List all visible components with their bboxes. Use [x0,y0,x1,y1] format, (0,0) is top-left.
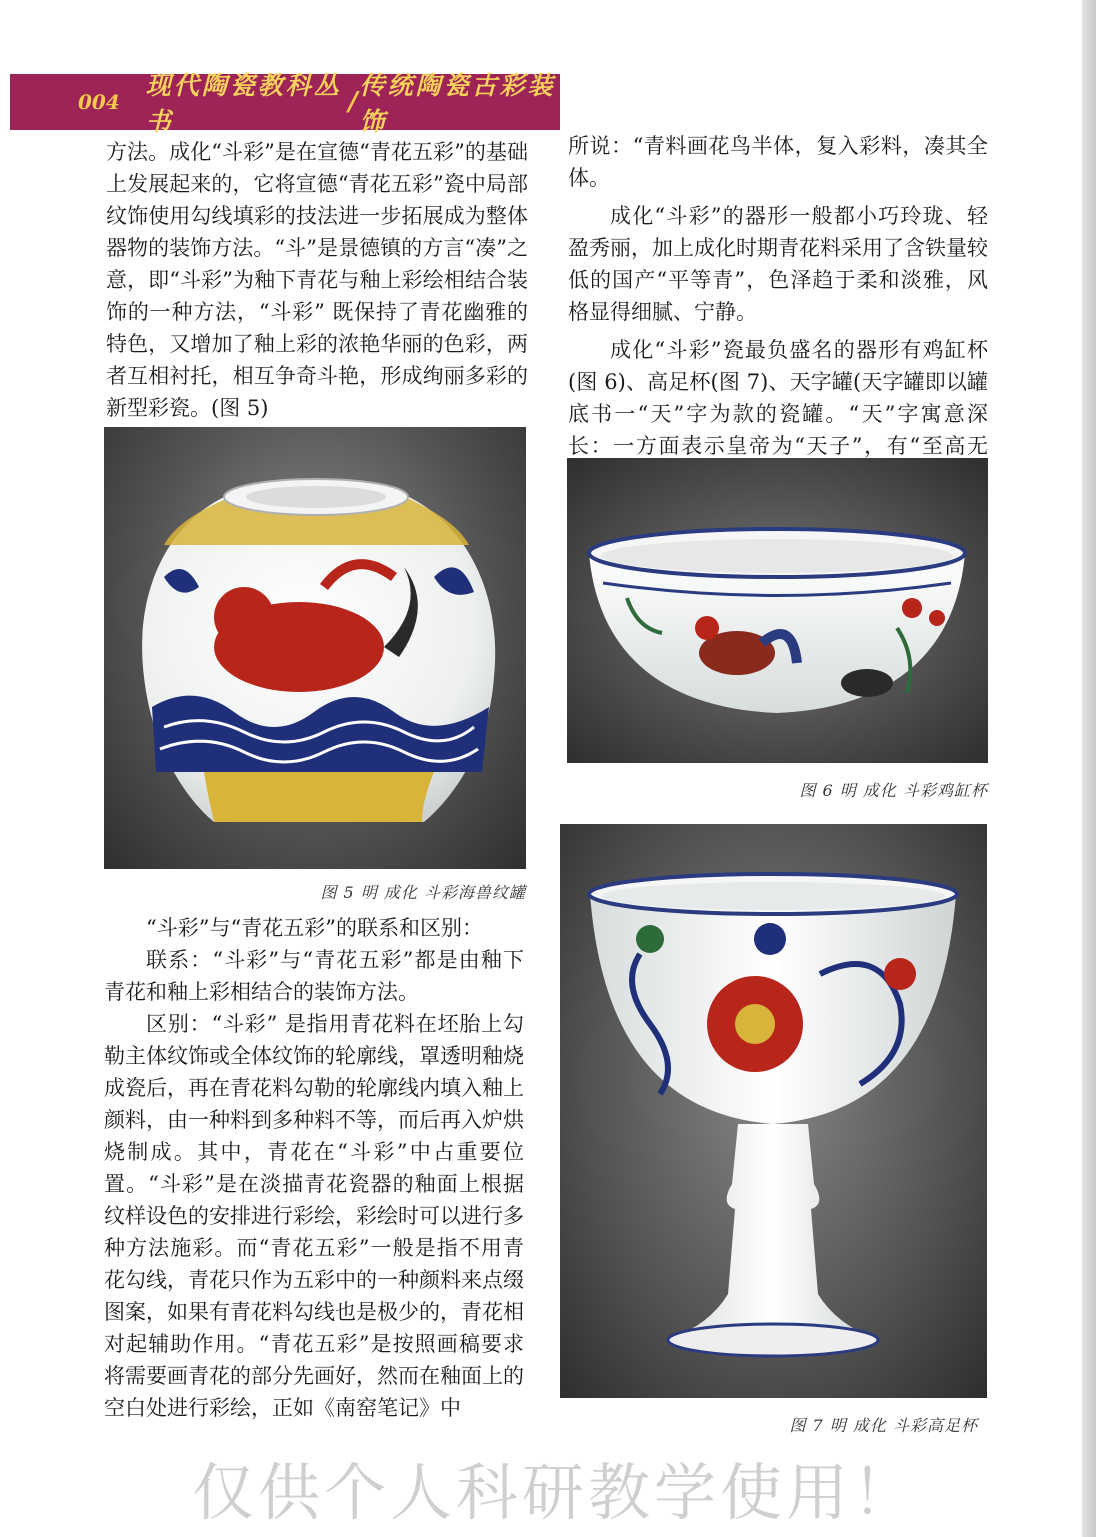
left-column-top-text [106,136,528,424]
paragraph: 成化“斗彩”的器形一般都小巧玲珑、轻盈秀丽，加上成化时期青花料采用了含铁量较低的国产“平等青”，色泽趋于柔和淡雅，风格显得细腻、宁静。 [568,204,988,324]
figure-7-caption: 图 7 明 成化 斗彩高足杯 [789,1416,978,1435]
paragraph: 联系：“斗彩”与“青花五彩”都是由釉下青花和釉上彩相结合的装饰方法。 [104,948,524,1004]
stem-cup-icon [560,824,987,1398]
sea-beast-jar-icon [104,427,526,869]
figure-6-photo [567,458,988,763]
paragraph: 所说：“青料画花鸟半体，复入彩料，凑其全体。 [568,134,988,190]
figure-5-caption: 图 5 明 成化 斗彩海兽纹罐 [320,883,526,902]
paragraph: 方法。成化“斗彩”是在宣德“青花五彩”的基础上发展起来的，它将宣德“青花五彩”瓷中局部纹饰使用勾线填彩的技法进一步拓展成为整体器物的装饰方法。“斗”是景德镇的方言“凑”之意，即“斗彩”为釉下青花与釉上彩绘相结合装饰的一种方法，“斗彩” 既保持了青花幽雅的特色，又增加了釉上彩的浓艳华丽的色彩，两者互相衬托，相互争奇斗艳，形成绚丽多彩的新型彩瓷。(图 5) [106,140,528,420]
figure-6-caption: 图 6 明 成化 斗彩鸡缸杯 [799,781,988,800]
paragraph: 成化“斗彩”瓷最负盛名的器形有鸡缸杯(图 6)、高足杯(图 7)、天字罐(天字罐即以罐底书一“天”字为款的瓷罐。“天”字寓意深长：一方面表示皇帝为“天子”，有“至高无 [568,338,988,458]
running-header [10,71,560,136]
chicken-cup-icon [567,458,988,763]
title-separator: / [348,87,358,117]
paragraph: “斗彩”与“青花五彩”的联系和区别： [146,916,483,940]
page-number: 004 [78,90,120,114]
book-title: 传统陶瓷古彩装饰 [359,71,556,136]
right-column-top-text [568,130,988,494]
paragraph: 区别：“斗彩” 是指用青花料在坯胎上勾勒主体纹饰或全体纹饰的轮廓线，罩透明釉烧成瓷后，再在青花料勾勒的轮廓线内填入釉上颜料，由一种料到多种料不等，而后再入炉烘烧制成。其中，青花在“斗彩”中占重要位置。“斗彩”是在淡描青花瓷器的釉面上根据纹样设色的安排进行彩绘，彩绘时可以进行多种方法施彩。而“青花五彩”一般是指不用青花勾线，青花只作为五彩中的一种颜料来点缀图案，如果有青花料勾线也是极少的，青花相对起辅助作用。“青花五彩”是按照画稿要求将需要画青花的部分先画好，然而在釉面上的空白处进行彩绘，正如《南窑笔记》中 [104,1012,524,1420]
left-column-bottom-text [104,912,524,1424]
figure-7-photo [560,824,987,1398]
watermark: 仅供个人科研教学使用！ [192,1456,919,1529]
page-edge-shadow [1082,0,1096,1537]
series-title: 现代陶瓷教科丛书 [145,71,342,136]
figure-5-photo [104,427,526,869]
